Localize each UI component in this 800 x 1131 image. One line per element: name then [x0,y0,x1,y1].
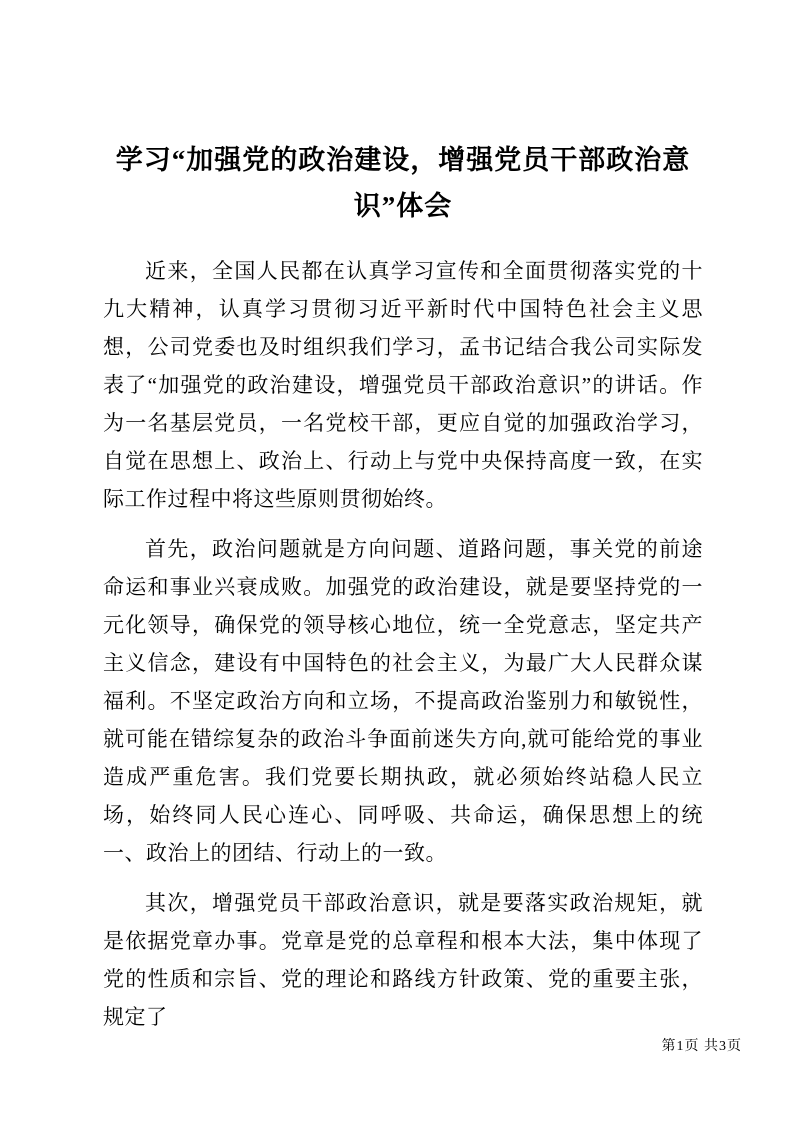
document-title: 学习“加强党的政治建设，增强党员干部政治意识”体会 [115,145,691,221]
page-footer [0,1035,742,1055]
paragraph-2: 首先，政治问题就是方向问题、道路问题，事关党的前途命运和事业兴衰成败。加强党的政治建设，就是要坚持党的一元化领导，确保党的领导核心地位，统一全党意志，坚定共产主义信念，建设有中国特色的社会主义，为最广大人民群众谋福利。不坚定政治方向和立场，不提高政治鉴别力和敏锐性，就可能在错综复杂的政治斗争面前迷失方向,就可能给党的事业造成严重危害。我们党要长期执政，就必须始终站稳人民立场，始终同人民心连心、同呼吸、共命运，确保思想上的统一、政治上的团结、行动上的一致。 [103,536,703,865]
paragraph-3: 其次，增强党员干部政治意识，就是要落实政治规矩，就是依据党章办事。党章是党的总章程和根本大法，集中体现了党的性质和宗旨、党的理论和路线方针政策、党的重要主张，规定了 [103,890,703,1029]
paragraph-1: 近来，全国人民都在认真学习宣传和全面贯彻落实党的十九大精神，认真学习贯彻习近平新时代中国特色社会主义思想，公司党委也及时组织我们学习，孟书记结合我公司实际发表了“加强党的政治建设，增强党员干部政治意识”的讲话。作为一名基层党员，一名党校干部，更应自觉的加强政治学习，自觉在思想上、政治上、行动上与党中央保持高度一致，在实际工作过程中将这些原则贯彻始终。 [103,258,703,511]
page-indicator: 第1页 共3页 [661,1039,742,1054]
